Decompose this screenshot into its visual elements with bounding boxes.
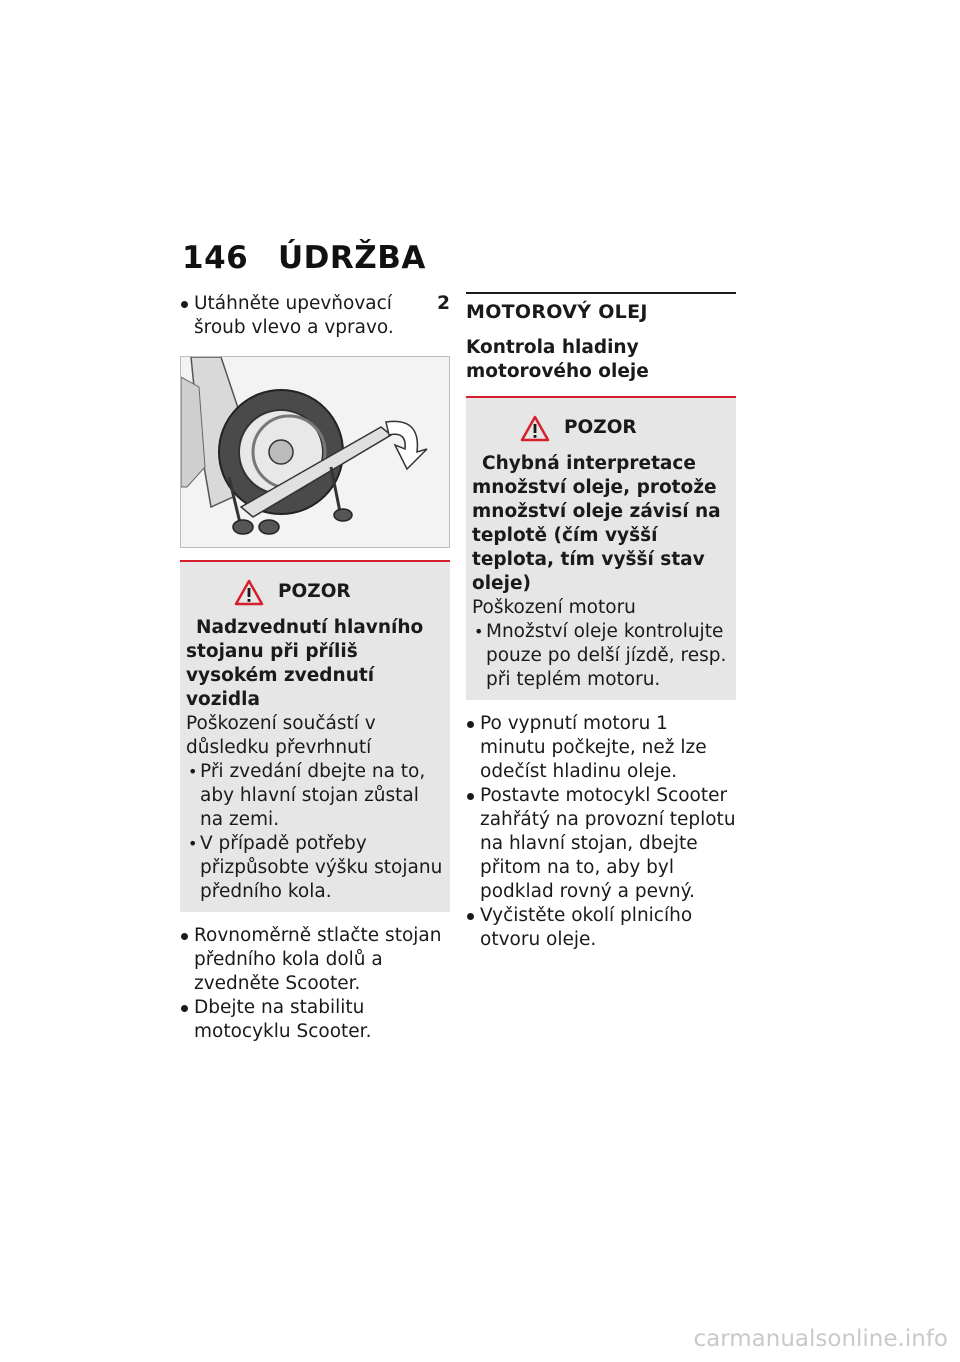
warning-item: • V případě potřeby přizpůsobte výšku stojanu předního kola. <box>186 832 444 904</box>
warning-title: POZOR <box>278 581 351 602</box>
step-check-stability: Dbejte na stabilitu motocyklu Scooter. <box>180 996 450 1044</box>
warning-triangle-icon <box>520 415 550 442</box>
left-column <box>180 292 450 1044</box>
warning-cause: Chybná interpretace množství oleje, protože množství oleje závisí na teplotě (čím vyšší teplota, tím vyšší stav oleje) <box>472 453 721 594</box>
front-wheel-stand-drawing <box>181 357 449 547</box>
step-text: Utáhněte upevňovací šroub vlevo a vpravo. <box>194 293 394 338</box>
right-column <box>466 292 736 952</box>
step-tighten-bolt <box>180 292 450 340</box>
page-number: 146 <box>182 240 249 276</box>
warning-triangle-icon <box>234 579 264 606</box>
page-header <box>182 240 426 276</box>
warning-header <box>186 572 444 612</box>
warning-item: • Množství oleje kontrolujte pouze po delší jízdě, resp. při teplém motoru. <box>472 620 730 692</box>
warning-box-stand-lift <box>180 560 450 912</box>
warning-effect: Poškození součástí v důsledku převrhnutí <box>186 713 376 758</box>
warning-effect: Poškození motoru <box>472 597 636 618</box>
warning-box-oil-level <box>466 396 736 700</box>
step-place-on-stand: Postavte motocykl Scooter zahřátý na provozní teplotu na hlavní stojan, dbejte přitom na to, aby byl podklad rovný a pevný. <box>466 784 736 904</box>
step-clean-filler: Vyčistěte okolí plnicího otvoru oleje. <box>466 904 736 952</box>
front-stand-illustration <box>180 356 450 548</box>
step-wait-after-engine-off: Po vypnutí motoru 1 minutu počkejte, než lze odečíst hladinu oleje. <box>466 712 736 784</box>
watermark: carmanualsonline.info <box>693 1326 948 1352</box>
warning-item: • Při zvedání dbejte na to, aby hlavní stojan zůstal na zemi. <box>186 760 444 832</box>
step-press-stand: Rovnoměrně stlačte stojan předního kola dolů a zvedněte Scooter. <box>180 924 450 996</box>
warning-header <box>472 408 730 448</box>
figure-ref-2: 2 <box>437 293 450 314</box>
warning-title: POZOR <box>564 417 637 438</box>
warning-cause: Nadzvednutí hlavního stojanu při příliš vysokém zvednutí vozidla <box>186 617 424 710</box>
subsection-title: Kontrola hladiny motorového oleje <box>466 337 649 382</box>
chapter-title: ÚDRŽBA <box>278 240 426 276</box>
section-title: MOTOROVÝ OLEJ <box>466 292 736 324</box>
